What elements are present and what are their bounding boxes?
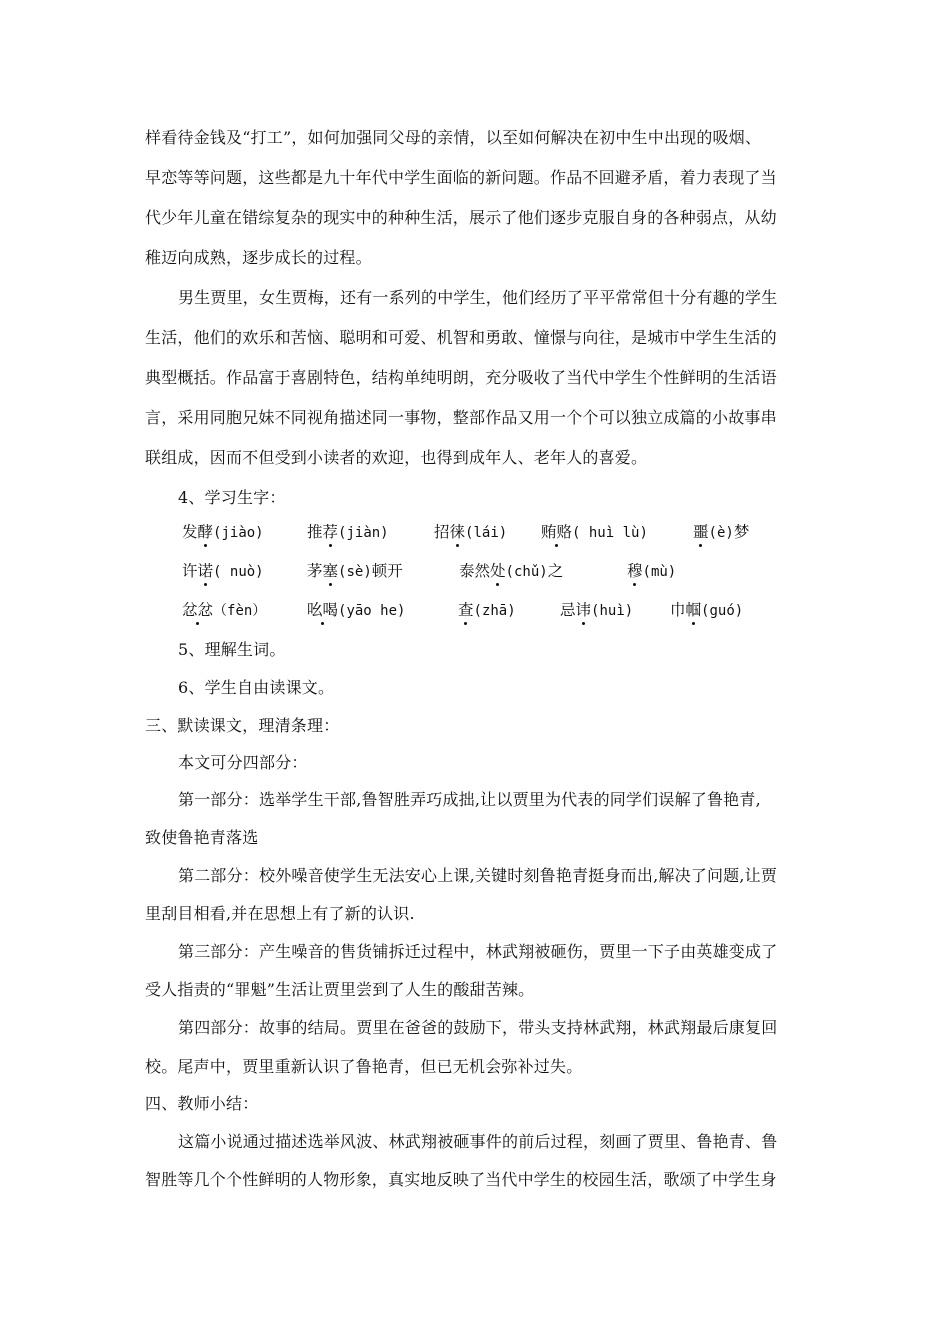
paragraph-line: 稚迈向成熟，逐步成长的过程。 <box>145 248 372 267</box>
vocab-item: 发酵(jiào) <box>182 523 264 541</box>
vocab-item: 招徕(lái) <box>434 523 508 541</box>
vocab-item: 忌讳(huì) <box>560 601 634 619</box>
vocab-item: 穆(mù) <box>627 562 677 580</box>
paragraph-line: 校。尾声中，贾里重新认识了鲁艳青，但已无机会弥补过失。 <box>145 1057 583 1076</box>
paragraph-line: 联组成，因而不但受到小读者的欢迎，也得到成年人、老年人的喜爱。 <box>145 448 648 467</box>
step-heading: 5、理解生词。 <box>178 640 286 659</box>
paragraph-line: 早恋等等问题，这些都是九十年代中学生面临的新问题。作品不回避矛盾，着力表现了当 <box>145 168 777 187</box>
vocab-item: 忿忿（fèn） <box>182 601 267 619</box>
vocab-item: 查(zhā) <box>458 601 516 619</box>
paragraph-line: 言，采用同胞兄妹不同视角描述同一事物，整部作品又用一个个可以独立成篇的小故事串 <box>145 408 777 427</box>
paragraph-line: 样看待金钱及“打工”，如何加强同父母的亲情，以至如何解决在初中生中出现的吸烟、 <box>145 128 762 147</box>
vocab-item: 许诺( nuò) <box>182 562 264 580</box>
paragraph-line: 第三部分：产生噪音的售货铺拆迁过程中，林武翔被砸伤，贾里一下子由英雄变成了 <box>178 942 778 961</box>
vocab-item: 茅塞(sè)顿开 <box>307 562 403 580</box>
paragraph-line: 受人指责的“罪魁”生活让贾里尝到了人生的酸甜苦辣。 <box>145 980 535 999</box>
paragraph-line: 这篇小说通过描述选举风波、林武翔被砸事件的前后过程，刻画了贾里、鲁艳青、鲁 <box>178 1132 778 1151</box>
vocab-item: 泰然处(chǔ)之 <box>459 562 564 580</box>
paragraph-line: 典型概括。作品富于喜剧特色，结构单纯明朗，充分吸收了当代中学生个性鲜明的生活语 <box>145 368 777 387</box>
paragraph-line: 生活，他们的欢乐和苦恼、聪明和可爱、机智和勇敢、憧憬与向往，是城市中学生生活的 <box>145 328 777 347</box>
paragraph-line: 第一部分：选举学生干部,鲁智胜弄巧成拙,让以贾里为代表的同学们误解了鲁艳青, <box>178 790 761 809</box>
paragraph-line: 智胜等几个个性鲜明的人物形象，真实地反映了当代中学生的校园生活，歌颂了中学生身 <box>145 1170 777 1189</box>
vocab-item: 贿赂( huì lù) <box>541 523 648 541</box>
vocab-item: 吆喝(yāo he) <box>307 601 406 619</box>
vocab-item: 推荐(jiàn) <box>307 523 389 541</box>
paragraph-line: 致使鲁艳青落选 <box>145 828 259 847</box>
vocab-item: 巾帼(guó) <box>670 601 744 619</box>
paragraph-line: 第二部分：校外噪音使学生无法安心上课,关键时刻鲁艳青挺身而出,解决了问题,让贾 <box>178 866 778 885</box>
paragraph-line: 男生贾里，女生贾梅，还有一系列的中学生，他们经历了平平常常但十分有趣的学生 <box>178 288 778 307</box>
paragraph-line: 里刮目相看,并在思想上有了新的认识. <box>145 904 415 923</box>
paragraph-line: 本文可分四部分： <box>178 753 308 772</box>
section-heading: 四、教师小结： <box>145 1094 259 1113</box>
step-heading: 4、学习生字： <box>178 488 286 507</box>
vocab-item: 噩(è)梦 <box>693 523 750 541</box>
section-heading: 三、默读课文，理清条理： <box>145 716 340 735</box>
paragraph-line: 代少年儿童在错综复杂的现实中的种种生活，展示了他们逐步克服自身的各种弱点，从幼 <box>145 208 777 227</box>
paragraph-line: 第四部分：故事的结局。贾里在爸爸的鼓励下，带头支持林武翔，林武翔最后康复回 <box>178 1018 778 1037</box>
step-heading: 6、学生自由读课文。 <box>178 678 335 697</box>
